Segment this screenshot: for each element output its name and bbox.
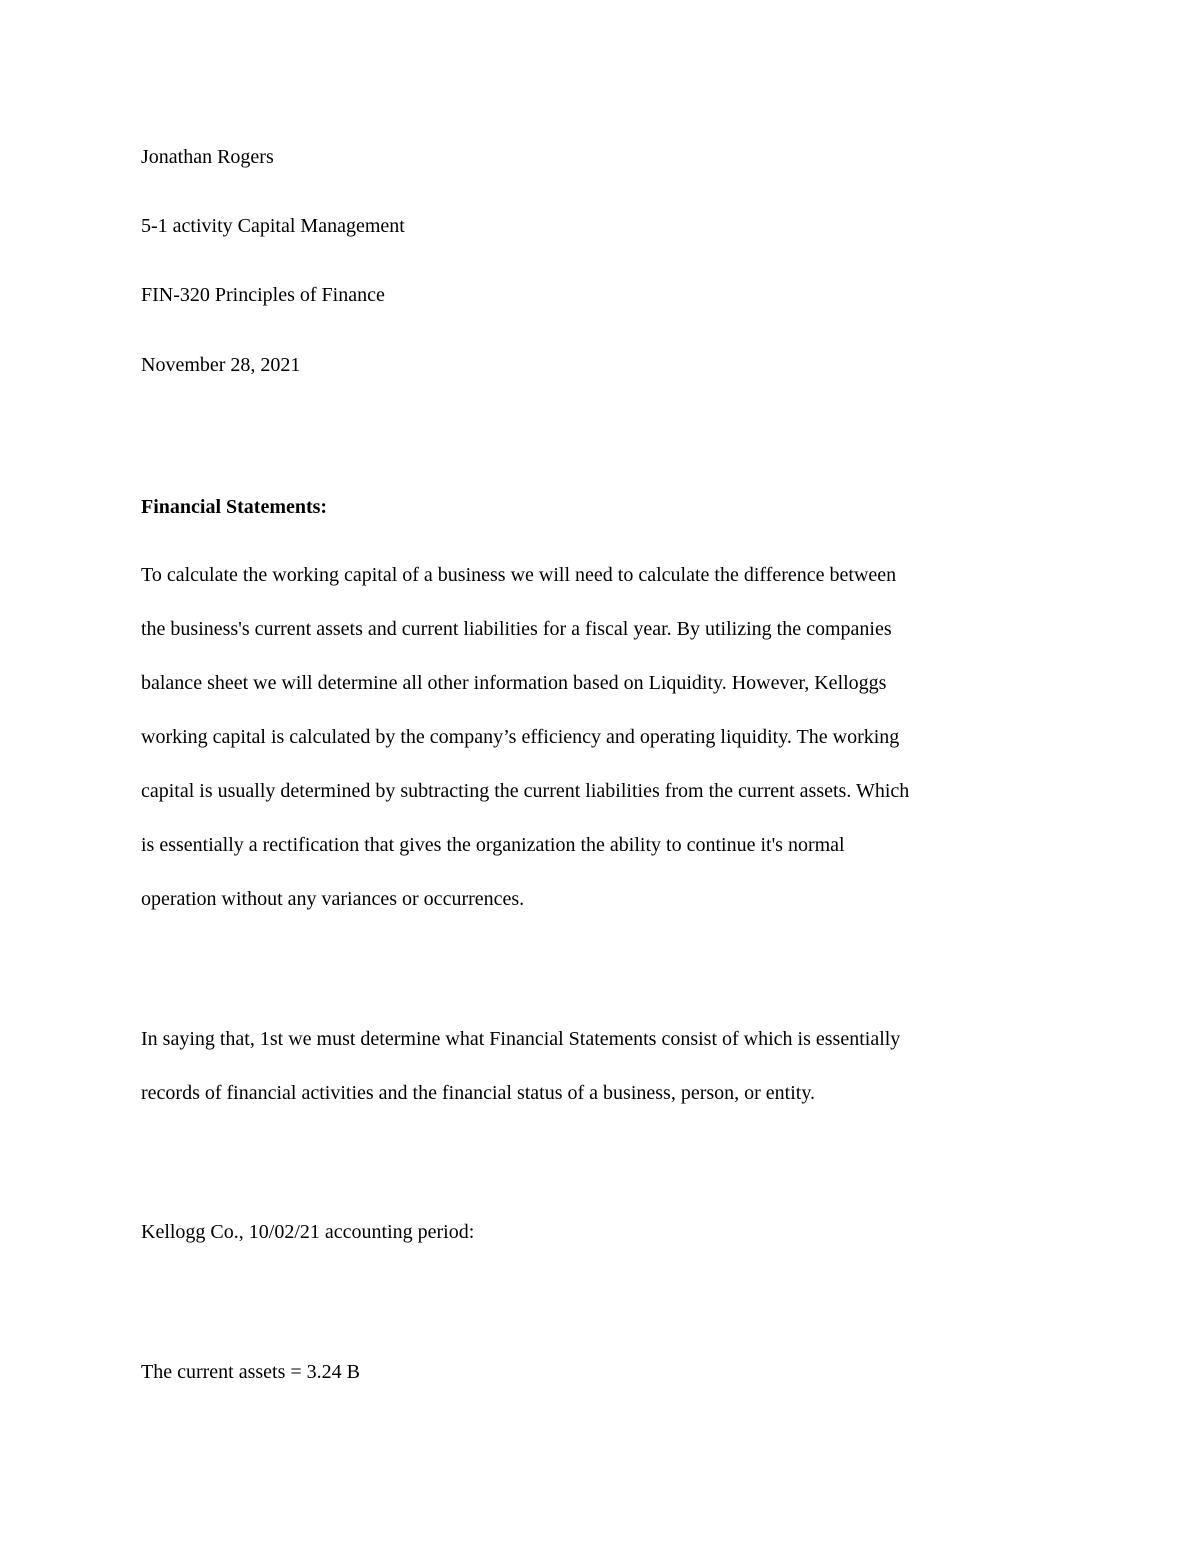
- paragraph-line: capital is usually determined by subtracting the current liabilities from the current assets. Which: [141, 780, 910, 802]
- paragraph-line: is essentially a rectification that gives the organization the ability to continue it's normal: [141, 834, 845, 856]
- author-name: Jonathan Rogers: [141, 146, 274, 168]
- paragraph-line: In saying that, 1st we must determine what Financial Statements consist of which is essentially: [141, 1028, 901, 1050]
- paragraph-line: To calculate the working capital of a business we will need to calculate the difference between: [141, 564, 897, 586]
- course-name: FIN-320 Principles of Finance: [141, 284, 385, 306]
- paragraph-working-capital: [141, 548, 1051, 926]
- accounting-period-line: Kellogg Co., 10/02/21 accounting period:: [141, 1221, 475, 1243]
- current-assets-line: The current assets = 3.24 B: [141, 1361, 361, 1383]
- section-heading: Financial Statements:: [141, 496, 328, 518]
- paragraph-line: working capital is calculated by the company’s efficiency and operating liquidity. The working: [141, 726, 900, 748]
- paragraph-line: the business's current assets and current liabilities for a fiscal year. By utilizing the companies: [141, 618, 892, 640]
- paragraph-line: operation without any variances or occurrences.: [141, 888, 525, 910]
- paragraph-line: balance sheet we will determine all other information based on Liquidity. However, Kelloggs: [141, 672, 887, 694]
- paragraph-financial-statements: [141, 1012, 1051, 1120]
- assignment-title: 5-1 activity Capital Management: [141, 215, 405, 237]
- document-date: November 28, 2021: [141, 354, 301, 376]
- paragraph-line: records of financial activities and the financial status of a business, person, or entity.: [141, 1082, 816, 1104]
